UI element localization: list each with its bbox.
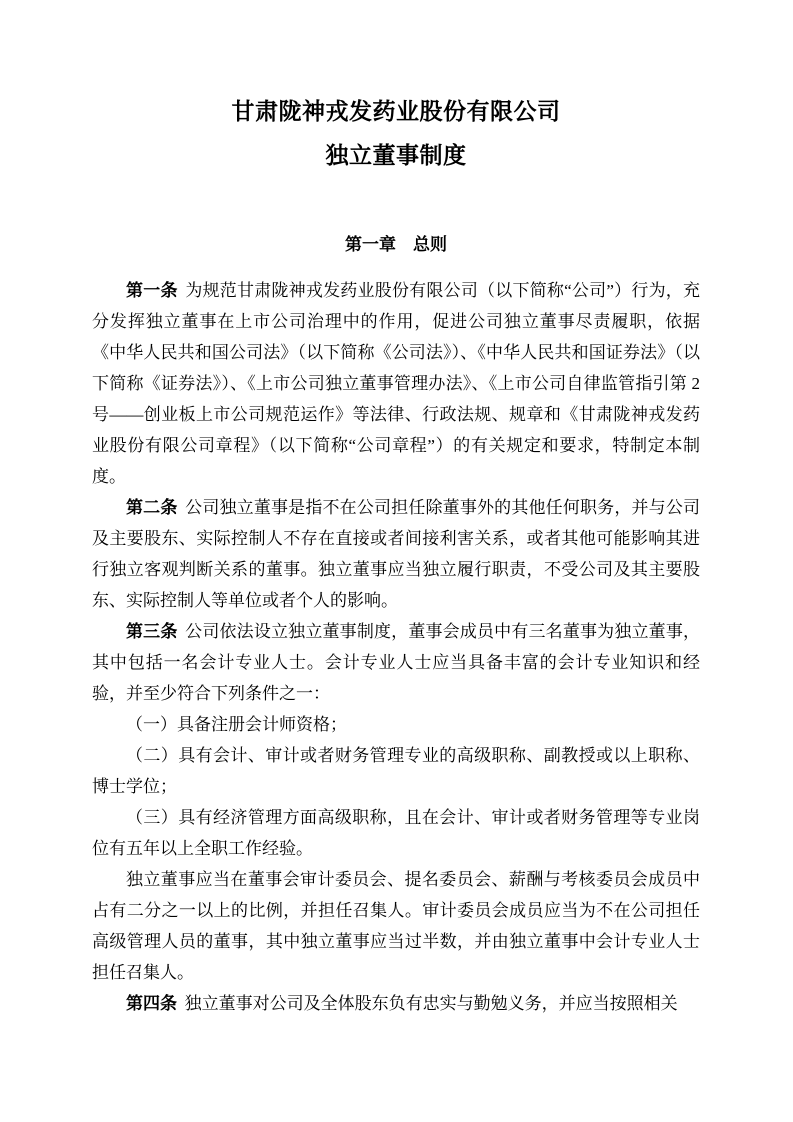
- article-number: 第三条: [126, 622, 178, 641]
- paragraph-text: 独立董事应当在董事会审计委员会、提名委员会、薪酬与考核委员会成员中占有二分之一以上的比例，并担任召集人。审计委员会成员应当为不在公司担任高级管理人员的董事，其中独立董事应当过半数，并由独立董事中会计专业人士担任召集人。: [92, 870, 700, 982]
- paragraph-text: （三）具有经济管理方面高级职称，且在会计、审计或者财务管理等专业岗位有五年以上全职工作经验。: [92, 808, 700, 858]
- paragraph: [92, 740, 700, 802]
- article-number: 第一条: [126, 281, 178, 300]
- paragraph-text: （二）具有会计、审计或者财务管理专业的高级职称、副教授或以上职称、博士学位；: [92, 746, 700, 796]
- paragraph: [92, 616, 700, 709]
- paragraph-text: 独立董事对公司及全体股东负有忠实与勤勉义务，并应当按照相关: [184, 994, 678, 1013]
- paragraph: [92, 864, 700, 988]
- paragraph: [92, 709, 700, 740]
- document-title-subject: 独立董事制度: [325, 143, 467, 168]
- document-body: [92, 275, 700, 1019]
- chapter-heading: 第一章 总则: [345, 235, 447, 254]
- paragraph: [92, 492, 700, 616]
- paragraph-text: 公司独立董事是指不在公司担任除董事外的其他任何职务，并与公司及主要股东、实际控制人不存在直接或者间接利害关系，或者其他可能影响其进行独立客观判断关系的董事。独立董事应当独立履行职责，不受公司及其主要股东、实际控制人等单位或者个人的影响。: [92, 498, 701, 610]
- paragraph-text: 为规范甘肃陇神戎发药业股份有限公司（以下简称“公司”）行为，充分发挥独立董事在上市公司治理中的作用，促进公司独立董事尽责履职，依据《中华人民共和国公司法》（以下简称《公司法》）、《中华人民共和国证券法》（以下简称《证券法》）、《上市公司独立董事管理办法》、《上市公司自律监管指引第 2 号——创业板上市公司规范运作》等法律、行政法规、规章和《甘肃陇神戎发药业股份有限公司章程》（以下简称“公司章程”）的有关规定和要求，特制定本制度。: [92, 281, 701, 486]
- paragraph: [92, 802, 700, 864]
- article-number: 第二条: [126, 498, 178, 517]
- paragraph: [92, 275, 700, 492]
- paragraph-text: （一）具备注册会计师资格；: [126, 715, 347, 734]
- article-number: 第四条: [126, 994, 177, 1013]
- document-title-company: 甘肃陇神戎发药业股份有限公司: [231, 99, 561, 124]
- paragraph: [92, 988, 700, 1019]
- paragraph-text: 公司依法设立独立董事制度，董事会成员中有三名董事为独立董事，其中包括一名会计专业人士。会计专业人士应当具备丰富的会计专业知识和经验，并至少符合下列条件之一：: [92, 622, 701, 703]
